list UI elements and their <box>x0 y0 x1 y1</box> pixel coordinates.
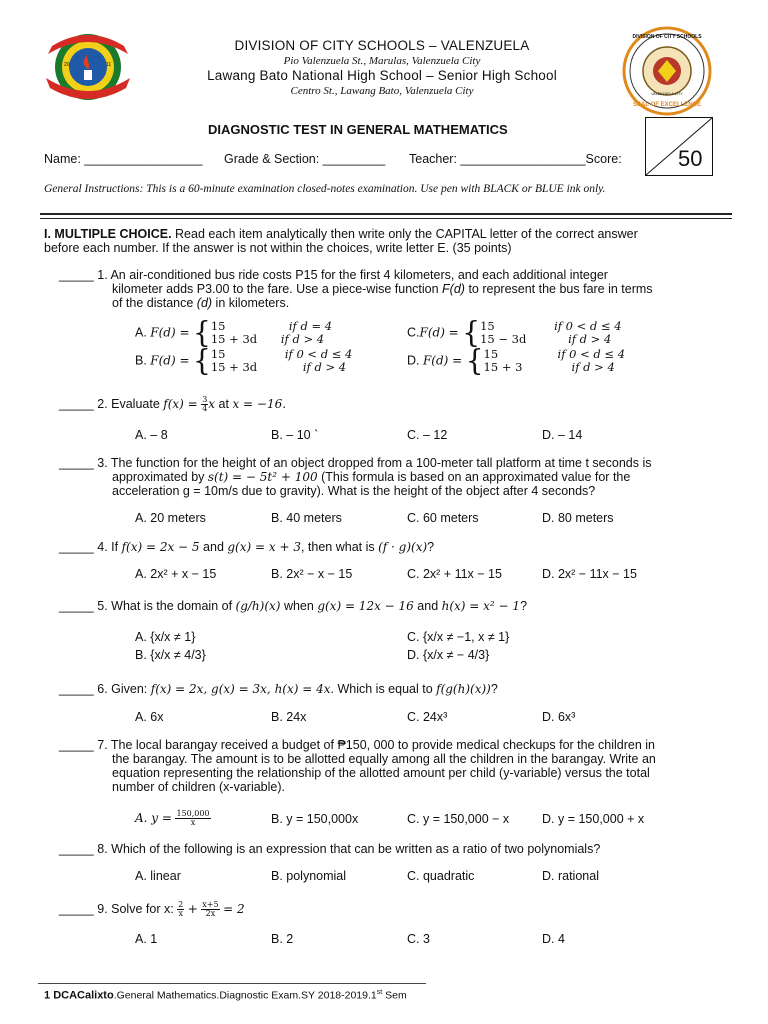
question-8 <box>59 842 600 857</box>
choice-text: B. 2x² − x − 15 <box>271 567 353 581</box>
piece-expr: 15 <box>480 319 495 333</box>
piece-cond: if 0 < d ≤ 4 <box>554 319 622 333</box>
grade-section-field[interactable]: Grade & Section: _________ <box>224 152 386 166</box>
q7-choice-a <box>135 810 211 827</box>
footer <box>44 989 407 1002</box>
q1-line-3 <box>112 296 289 311</box>
q1-choice-d: D. F(d) = { 15 if 0 < d ≤ 4 15 + 3 if d > 4 <box>407 343 626 378</box>
section-instructions <box>44 227 734 242</box>
q1-choice-a: A. F(d) = { 15 if d = 4 15 + 3d if d > 4 <box>135 315 333 350</box>
q7-choice-c: C. y = 150,000 − x <box>407 812 510 826</box>
choice-func: F(d) = <box>150 325 190 340</box>
q7-line-4: number of children (x-variable). <box>112 780 285 794</box>
piece-expr: 15 + 3 <box>483 360 523 374</box>
choice-text: D. 2x² − 11x − 15 <box>542 567 637 581</box>
piece-cond: if d > 4 <box>568 332 612 346</box>
q1-text: to represent the bus fare in terms <box>464 282 653 296</box>
q2-choice-c: C. – 12 <box>407 428 448 442</box>
score-total: 50 <box>678 146 703 171</box>
seal-bottom-text: SEAL OF EXCELLENCE <box>633 102 701 108</box>
seal-top-text: DIVISION OF CITY SCHOOLS <box>632 34 702 40</box>
q3-text: approximated by <box>112 470 208 484</box>
q4-choice-c <box>407 567 502 581</box>
footer-author: DCACalixto <box>53 989 114 1002</box>
division-seal-logo <box>622 26 712 116</box>
answer-blank[interactable]: _____ <box>59 540 94 554</box>
piece-expr: 15 + 3d <box>210 332 258 346</box>
footer-sem: Sem <box>382 989 407 1002</box>
q9-choice-a: A. 1 <box>135 932 158 946</box>
q5-text: and <box>413 599 442 613</box>
q3-choice-b: B. 40 meters <box>271 511 342 525</box>
frac-den: 4 <box>202 404 208 413</box>
choice-text: C. 2x² + 11x − 15 <box>407 567 502 581</box>
footer-rule <box>38 983 426 984</box>
q2-text: 2. Evaluate <box>97 396 164 411</box>
q1-choice-b: B. F(d) = { 15 if 0 < d ≤ 4 15 + 3d if d > 4 <box>135 343 353 378</box>
divider-rule <box>40 213 732 215</box>
choice-label: A. <box>135 325 151 340</box>
seal-year-left: 20 <box>64 62 70 68</box>
q9-choice-d: D. 4 <box>542 932 565 946</box>
piece-expr: 15 <box>210 347 226 361</box>
q3-choice-d: D. 80 meters <box>542 511 614 525</box>
frac-den: 2x <box>205 909 216 918</box>
q7-line-2: the barangay. The amount is to be allotted equally among all the children in the barangay. Write an <box>112 752 656 766</box>
piece-expr: 15 <box>210 319 226 333</box>
question-5 <box>59 599 527 614</box>
q1-line-1: 1. An air-conditioned bus ride costs P15 for the first 4 kilometers, and each additional integer <box>97 268 608 282</box>
frac-num: x+5 <box>202 900 219 909</box>
q9-plus: + <box>187 901 198 916</box>
page-number: 1 <box>44 989 51 1002</box>
q6-choice-d: D. 6x³ <box>542 710 576 724</box>
section-text-1: Read each item analytically then write only the CAPITAL letter of the correct answer <box>171 227 638 241</box>
piece-expr: 15 + 3d <box>210 360 258 374</box>
q1-fd: F(d) <box>442 282 465 296</box>
footer-sup: st <box>376 989 383 996</box>
answer-blank[interactable]: _____ <box>59 396 94 411</box>
piece-expr: 15 <box>483 347 499 361</box>
q4-f: f(x) = 2x − 5 <box>121 540 200 554</box>
piece-cond: if d > 4 <box>280 332 325 346</box>
division-name: DIVISION OF CITY SCHOOLS – VALENZUELA <box>234 38 530 53</box>
choice-text: A. y = <box>135 810 172 825</box>
seal-year-right: 11 <box>106 62 112 68</box>
test-title: DIAGNOSTIC TEST IN GENERAL MATHEMATICS <box>208 122 508 137</box>
q5-text: when <box>280 599 318 613</box>
score-box <box>645 117 713 176</box>
q5-choice-b: B. {x/x ≠ 4/3} <box>135 648 206 662</box>
q1-text: of the distance <box>112 296 197 310</box>
frac-den: x <box>178 909 183 918</box>
q4-text: 4. If <box>97 540 122 554</box>
frac-num: 150,000 <box>176 809 210 818</box>
piece-cond: if d > 4 <box>571 360 615 374</box>
q1-d: (d) <box>196 296 213 310</box>
choice-func: F(d) = <box>150 353 190 368</box>
q9-choice-c: C. 3 <box>407 932 430 946</box>
frac-num: 2 <box>178 900 184 909</box>
answer-blank[interactable]: _____ <box>59 268 94 282</box>
q6-funcs: f(x) = 2x, g(x) = 3x, h(x) = 4x <box>150 682 331 696</box>
q2-var: x <box>208 396 216 411</box>
q7-choice-b: B. y = 150,000x <box>271 812 359 826</box>
q8-choice-c: C. quadratic <box>407 869 475 883</box>
piece-cond: if 0 < d ≤ 4 <box>557 347 626 361</box>
q3-line-1: 3. The function for the height of an object dropped from a 100-meter tall platform at time t seconds is <box>97 456 652 470</box>
q7-line-3: equation representing the relationship of the allotted amount per child (y-variable) versus the total <box>112 766 650 780</box>
choice-label: C. <box>407 325 420 340</box>
frac-den: x <box>190 818 196 827</box>
q6-choice-a: A. 6x <box>135 710 164 724</box>
q2-text: at <box>215 396 233 411</box>
q1-choice-c: C.F(d) = { 15 if 0 < d ≤ 4 15 − 3d if d > 4 <box>407 315 622 350</box>
q3-text: (This formula is based on an approximated value for the <box>317 470 631 484</box>
q4-g: g(x) = x + 3 <box>227 540 301 554</box>
q6-text: 6. Given: <box>97 682 151 696</box>
section-text-2: before each number. If the answer is not within the choices, write letter E. (35 points) <box>44 241 512 255</box>
q5-choice-a: A. {x/x ≠ 1} <box>135 630 196 644</box>
q8-choice-b: B. polynomial <box>271 869 347 883</box>
q9-eq: = 2 <box>223 901 245 916</box>
piece-cond: if 0 < d ≤ 4 <box>284 347 353 361</box>
q1-text: kilometer adds P3.00 to the fare. Use a piece-wise function <box>112 282 443 296</box>
q6-choice-c: C. 24x³ <box>407 710 448 724</box>
q4-fg: (f · g)(x) <box>378 540 428 554</box>
piece-cond: if d > 4 <box>302 360 347 374</box>
q3-line-3: acceleration g = 10m/s due to gravity). What is the height of the object after 4 seconds? <box>112 484 596 498</box>
q2-choice-d: D. – 14 <box>542 428 583 442</box>
q2-func: f(x) = <box>163 396 198 411</box>
q7-choice-d: D. y = 150,000 + x <box>542 812 645 826</box>
choice-text: A. 2x² + x − 15 <box>135 567 217 581</box>
q3-choice-c: C. 60 meters <box>407 511 479 525</box>
divider-rule-thin <box>40 218 732 219</box>
q5-choice-d: D. {x/x ≠ − 4/3} <box>407 648 490 662</box>
q6-text: ? <box>490 682 498 696</box>
question-4 <box>59 540 434 555</box>
q8-choice-a: A. linear <box>135 869 181 883</box>
q4-text: , then what is <box>300 540 379 554</box>
piece-expr: 15 − 3d <box>480 332 527 346</box>
choice-func: F(d) = <box>419 325 459 340</box>
q4-choice-a <box>135 567 216 581</box>
q5-h: h(x) = x² − 1 <box>441 599 521 613</box>
answer-blank[interactable]: _____ <box>59 738 94 752</box>
footer-text: .General Mathematics.Diagnostic Exam.SY 2018-2019.1 <box>113 989 377 1002</box>
question-6 <box>59 682 498 697</box>
q6-text: . Which is equal to <box>330 682 437 696</box>
q4-text: and <box>199 540 228 554</box>
q8-text: 8. Which of the following is an expression that can be written as a ratio of two polynomials? <box>97 842 601 856</box>
q5-gh: (g/h)(x) <box>235 599 281 613</box>
answer-blank[interactable]: _____ <box>59 599 94 613</box>
q8-choice-d: D. rational <box>542 869 599 883</box>
division-address: Pio Valenzuela St., Marulas, Valenzuela City <box>283 55 481 67</box>
q3-formula: s(t) = − 5t² + 100 <box>207 470 318 484</box>
q5-g: g(x) = 12x − 16 <box>317 599 414 613</box>
q2-choice-a: A. – 8 <box>135 428 168 442</box>
q3-line-2 <box>112 470 630 485</box>
question-1 <box>59 268 739 283</box>
question-7 <box>59 738 749 753</box>
q5-choice-c: C. {x/x ≠ −1, x ≠ 1} <box>407 630 510 644</box>
q1-text: in kilometers. <box>212 296 290 310</box>
q6-choice-b: B. 24x <box>271 710 307 724</box>
q9-text: 9. Solve for x: <box>97 901 178 916</box>
q5-text: ? <box>520 599 528 613</box>
q7-line-1: 7. The local barangay received a budget of ₱150, 000 to provide medical checkups for the children in <box>97 738 656 752</box>
answer-blank[interactable]: _____ <box>59 682 94 696</box>
q5-text: 5. What is the domain of <box>97 599 236 613</box>
question-2 <box>59 396 286 413</box>
piece-cond: if d = 4 <box>288 319 333 333</box>
q4-choice-d <box>542 567 637 581</box>
frac-num: 3 <box>202 395 208 404</box>
q9-choice-b: B. 2 <box>271 932 294 946</box>
general-instructions: General Instructions: This is a 60-minute examination closed-notes examination. Use pen with BLACK or BLUE ink only. <box>44 183 606 195</box>
q2-choice-b: B. – 10 ` <box>271 428 319 442</box>
name-field[interactable]: Name: _________________ <box>44 152 203 166</box>
q4-text: ? <box>427 540 435 554</box>
seal-city-text: VALENZUELA CITY <box>651 92 683 96</box>
answer-blank[interactable]: _____ <box>59 901 94 916</box>
choice-func: F(d) = <box>422 353 463 368</box>
question-9 <box>59 901 245 918</box>
choice-label: D. <box>407 353 423 368</box>
school-address: Centro St., Lawang Bato, Valenzuela City <box>290 85 474 97</box>
answer-blank[interactable]: _____ <box>59 456 94 470</box>
teacher-score-field[interactable]: Teacher: __________________Score: <box>409 152 622 166</box>
choice-label: B. <box>135 353 151 368</box>
q1-line-2 <box>112 282 653 297</box>
q6-comp: f(g(h)(x)) <box>436 682 491 696</box>
q4-choice-b <box>271 567 352 581</box>
question-3 <box>59 456 749 471</box>
school-seal-logo <box>40 32 136 102</box>
school-name: Lawang Bato National High School – Senior High School <box>207 68 557 83</box>
answer-blank[interactable]: _____ <box>59 842 94 856</box>
q3-choice-a: A. 20 meters <box>135 511 206 525</box>
section-title: I. MULTIPLE CHOICE. <box>44 227 172 241</box>
q2-value: x = −16. <box>232 396 287 411</box>
